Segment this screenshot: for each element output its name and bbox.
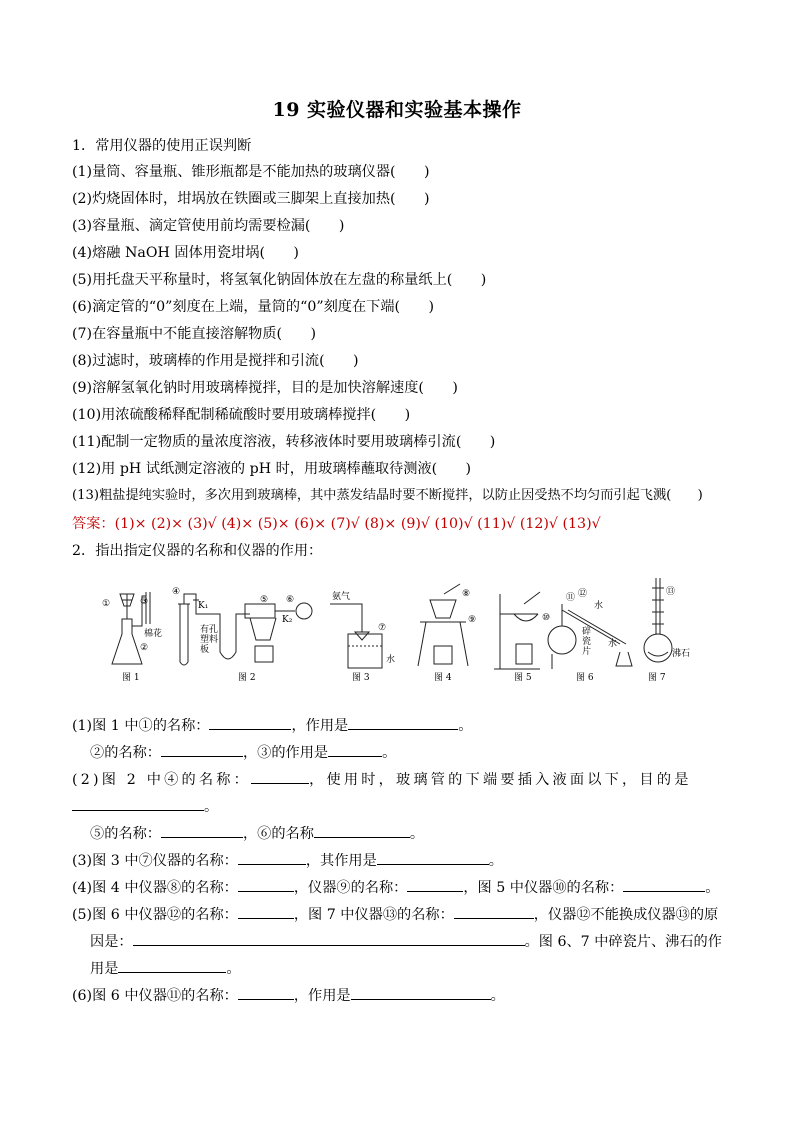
label-chip-3: 片 (582, 647, 592, 657)
label-water-out: 水 (608, 639, 618, 649)
answer-blank[interactable] (238, 877, 294, 892)
q2-part-2-line-1: (2)图 2 中④的名称： ，使用时，玻璃管的下端要插入液面以下，目的是 (72, 769, 692, 789)
apparatus-figures-svg (100, 574, 690, 684)
answer-blank[interactable] (133, 931, 525, 946)
marker-8: ⑧ (462, 589, 471, 599)
q1-item: (1)量筒、容量瓶、锥形瓶都是不能加热的玻璃仪器( ) (72, 164, 430, 180)
caption-fig-6: 图 6 (576, 673, 594, 683)
marker-1: ① (102, 599, 111, 609)
caption-fig-3: 图 3 (352, 673, 370, 683)
figure-3-apparatus (330, 604, 382, 668)
marker-9: ⑨ (468, 615, 477, 625)
q2-part-4: (4)图 4 中仪器⑧的名称： ，仪器⑨的名称： ，图 5 中仪器⑩的名称： 。 (72, 877, 719, 897)
marker-11: ⑪ (566, 593, 576, 603)
q1-heading: 1．常用仪器的使用正误判断 (72, 138, 252, 154)
caption-fig-1: 图 1 (122, 673, 140, 683)
q1-item: (11)配制一定物质的量浓度溶液，转移液体时要用玻璃棒引流( ) (72, 434, 496, 450)
q1-item: (6)滴定管的“0”刻度在上端，量筒的“0”刻度在下端( ) (72, 299, 434, 315)
label-ammonia: 氨气 (332, 592, 351, 602)
q1-item: (10)用浓硫酸稀释配制稀硫酸时要用玻璃棒搅拌( ) (72, 407, 411, 423)
marker-6: ⑥ (286, 595, 295, 605)
marker-4: ④ (172, 587, 181, 597)
marker-2: ② (140, 643, 149, 653)
caption-fig-2: 图 2 (238, 673, 256, 683)
answer-blank[interactable] (161, 742, 243, 757)
answer-blank[interactable] (72, 796, 204, 811)
answer-blank[interactable] (314, 823, 410, 838)
label-water-in: 水 (594, 601, 604, 611)
q2-part-5-line-1: (5)图 6 中仪器⑫的名称： ，图 7 中仪器⑬的名称： ，仪器⑫不能换成仪器⑬的原 (72, 904, 718, 924)
answer-blank[interactable] (623, 877, 705, 892)
label-water: 水 (386, 655, 396, 665)
marker-12: ⑫ (578, 589, 588, 599)
label-chip-2: 瓷 (582, 637, 592, 647)
figure-5-apparatus (494, 592, 540, 669)
answer-blank[interactable] (351, 985, 491, 1000)
q1-item: (2)灼烧固体时，坩埚放在铁圈或三脚架上直接加热( ) (72, 191, 430, 207)
marker-7: ⑦ (378, 623, 387, 633)
marker-13: ⑬ (666, 587, 676, 597)
answer-blank[interactable] (238, 904, 294, 919)
q1-answer: 答案：(1)× (2)× (3)√ (4)× (5)× (6)× (7)√ (8)× (9)√ (10)√ (11)√ (12)√ (13)√ (72, 516, 601, 532)
label-k1: K₁ (198, 601, 209, 611)
q1-item: (13)粗盐提纯实验时，多次用到玻璃棒，其中蒸发结晶时要不断搅拌，以防止因受热不均匀而引起飞溅( ) (72, 488, 703, 503)
q1-item: (9)溶解氢氧化钠时用玻璃棒搅拌，目的是加快溶解速度( ) (72, 380, 458, 396)
q2-part-2-line-2: 。 (72, 796, 218, 816)
marker-5: ⑤ (260, 595, 269, 605)
q2-part-6: (6)图 6 中仪器⑪的名称： ，作用是 。 (72, 985, 505, 1005)
q1-item: (12)用 pH 试纸测定溶液的 pH 时，用玻璃棒蘸取待测液( ) (72, 461, 472, 477)
answer-blank[interactable] (238, 850, 306, 865)
q2-part-2-line-3: ⑤的名称： ，⑥的名称 。 (90, 823, 424, 843)
q2-part-3: (3)图 3 中⑦仪器的名称： ，其作用是 。 (72, 850, 503, 870)
q1-item: (5)用托盘天平称量时，将氢氧化钠固体放在左盘的称量纸上( ) (72, 272, 487, 288)
q2-part-5-line-2: 因是： 。图 6、7 中碎瓷片、沸石的作 (90, 931, 722, 951)
answer-blank[interactable] (251, 769, 309, 784)
answer-blank[interactable] (407, 877, 463, 892)
q1-item: (4)熔融 NaOH 固体用瓷坩埚( ) (72, 245, 299, 261)
answer-blank[interactable] (454, 904, 534, 919)
label-chip-1: 碎 (582, 627, 592, 637)
label-k2: K₂ (282, 615, 293, 625)
marker-3: ③ (140, 597, 149, 607)
answer-blank[interactable] (161, 823, 243, 838)
label-porous-1: 有孔 (200, 625, 219, 635)
label-porous-2: 塑料 (200, 635, 219, 645)
q2-part-1-line-1: (1)图 1 中①的名称： ，作用是 。 (72, 715, 472, 735)
label-porous-3: 板 (200, 645, 210, 655)
q2-part-5-line-3: 用是 。 (90, 958, 241, 978)
caption-fig-4: 图 4 (434, 673, 452, 683)
q1-item: (8)过滤时，玻璃棒的作用是搅拌和引流( ) (72, 353, 359, 369)
answer-blank[interactable] (238, 985, 294, 1000)
label-cotton: 棉花 (144, 629, 163, 639)
label-stone: 沸石 (672, 649, 690, 659)
q2-heading: 2．指出指定仪器的名称和仪器的作用： (72, 543, 323, 559)
answer-blank[interactable] (377, 850, 489, 865)
caption-fig-7: 图 7 (648, 673, 666, 683)
q2-part-1-line-2: ②的名称： ，③的作用是 。 (90, 742, 396, 762)
answer-blank[interactable] (348, 715, 458, 730)
answer-blank[interactable] (118, 958, 226, 973)
q1-item: (7)在容量瓶中不能直接溶解物质( ) (72, 326, 316, 342)
answer-blank[interactable] (209, 715, 291, 730)
figure-4-apparatus (418, 584, 471, 666)
answer-blank[interactable] (328, 742, 382, 757)
marker-10: ⑩ (542, 613, 551, 623)
caption-fig-5: 图 5 (514, 673, 532, 683)
page-title: 19 实验仪器和实验基本操作 (272, 99, 522, 121)
q1-item: (3)容量瓶、滴定管使用前均需要检漏( ) (72, 218, 345, 234)
apparatus-figures (100, 574, 690, 684)
